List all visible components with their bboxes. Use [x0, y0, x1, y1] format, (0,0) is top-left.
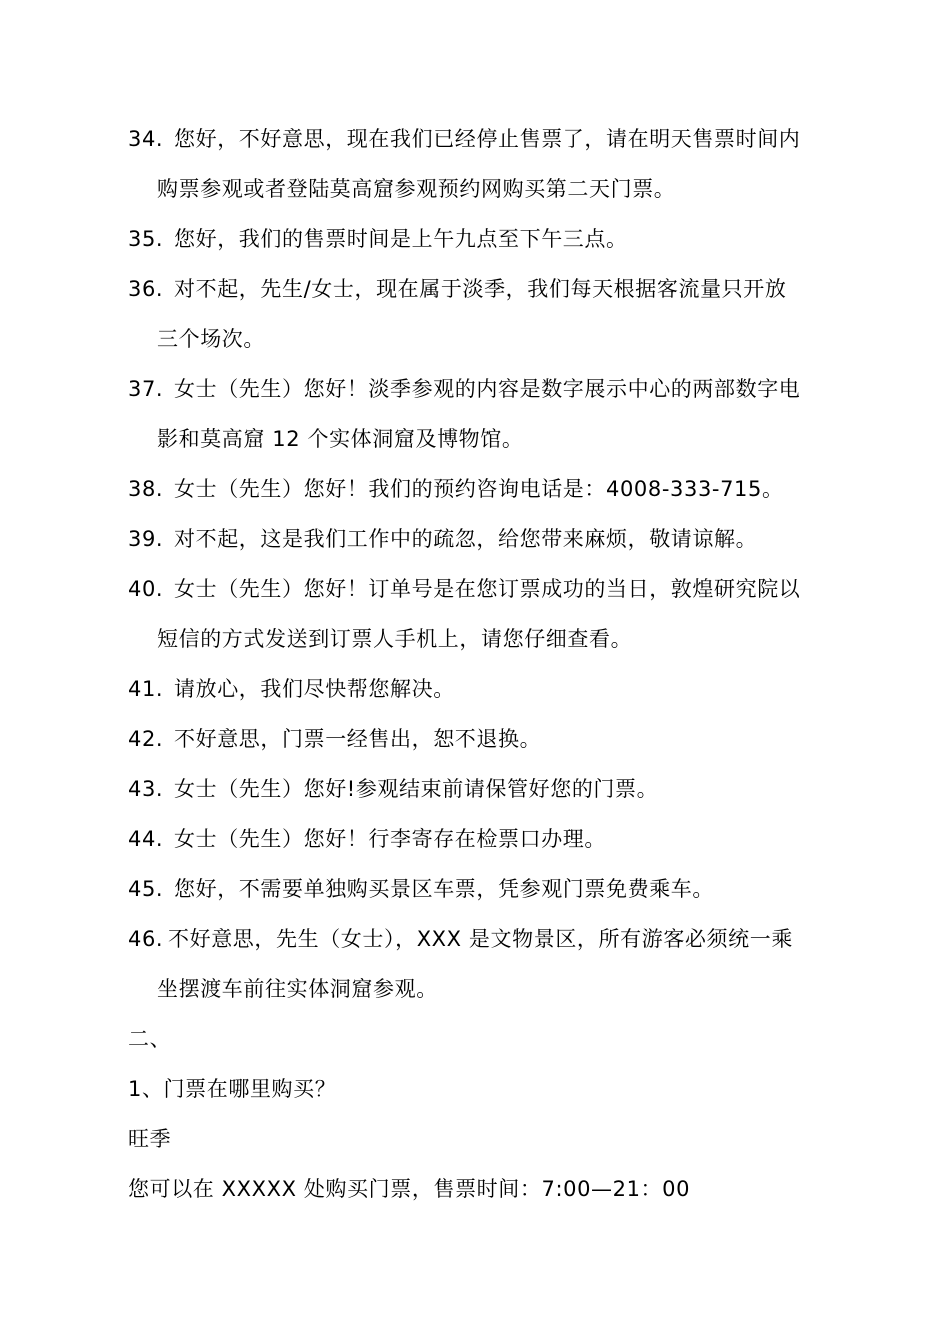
list-item	[128, 474, 784, 504]
list-item	[128, 774, 658, 804]
list-item	[128, 874, 714, 904]
list-item-continuation: 坐摆渡车前往实体洞窟参观。	[157, 977, 438, 1001]
list-item	[128, 724, 541, 754]
item-text: 女士（先生）您好！淡季参观的内容是数字展示中心的两部数字电	[174, 377, 801, 401]
list-item	[128, 224, 628, 254]
item-number: 44.	[128, 827, 164, 851]
item-text: 您好，我们的售票时间是上午九点至下午三点。	[174, 227, 628, 251]
item-number: 43.	[128, 777, 164, 801]
item-text: 您好，不需要单独购买景区车票，凭参观门票免费乘车。	[174, 877, 714, 901]
item-text: 女士（先生）您好！行李寄存在检票口办理。	[174, 827, 606, 851]
season-label: 旺季	[128, 1127, 172, 1151]
list-item	[128, 674, 455, 704]
list-item-continuation: 三个场次。	[157, 327, 265, 351]
list-item-continuation: 短信的方式发送到订票人手机上，请您仔细查看。	[157, 627, 633, 651]
item-number: 37.	[128, 377, 164, 401]
item-text: 您好，不好意思，现在我们已经停止售票了，请在明天售票时间内	[174, 127, 801, 151]
item-text: 请放心，我们尽快帮您解决。	[174, 677, 455, 701]
item-number: 39.	[128, 527, 164, 551]
list-item-continuation: 购票参观或者登陆莫高窟参观预约网购买第二天门票。	[157, 177, 676, 201]
item-number: 40.	[128, 577, 164, 601]
item-number: 41.	[128, 677, 164, 701]
item-number: 45.	[128, 877, 164, 901]
item-text: 女士（先生）您好！我们的预约咨询电话是：4008-333-715。	[174, 477, 784, 501]
item-text: 不好意思，门票一经售出，恕不退换。	[174, 727, 542, 751]
faq-question: 1、门票在哪里购买？	[128, 1077, 337, 1101]
item-number: 36.	[128, 277, 164, 301]
item-number: 46.	[128, 927, 164, 951]
item-number: 35.	[128, 227, 164, 251]
item-number: 38.	[128, 477, 164, 501]
list-item	[128, 824, 606, 854]
list-item	[128, 524, 757, 554]
item-text: 女士（先生）您好！订单号是在您订票成功的当日，敦煌研究院以	[174, 577, 801, 601]
item-text: 对不起，这是我们工作中的疏忽，给您带来麻烦，敬请谅解。	[174, 527, 758, 551]
item-number: 42.	[128, 727, 164, 751]
list-item-continuation: 影和莫高窟 12 个实体洞窟及博物馆。	[157, 427, 524, 451]
list-item	[128, 574, 800, 604]
section-heading: 二、	[128, 1027, 172, 1051]
faq-answer: 您可以在 XXXXX 处购买门票，售票时间：7:00—21：00	[128, 1177, 691, 1201]
list-item	[128, 124, 800, 154]
list-item	[128, 274, 786, 304]
item-text: 对不起，先生/女士，现在属于淡季，我们每天根据客流量只开放	[174, 277, 787, 301]
list-item	[128, 924, 793, 954]
item-number: 34.	[128, 127, 164, 151]
item-text: 女士（先生）您好!参观结束前请保管好您的门票。	[174, 777, 659, 801]
list-item	[128, 374, 800, 404]
item-text: 不好意思，先生（女士），XXX 是文物景区，所有游客必须统一乘	[168, 927, 793, 951]
